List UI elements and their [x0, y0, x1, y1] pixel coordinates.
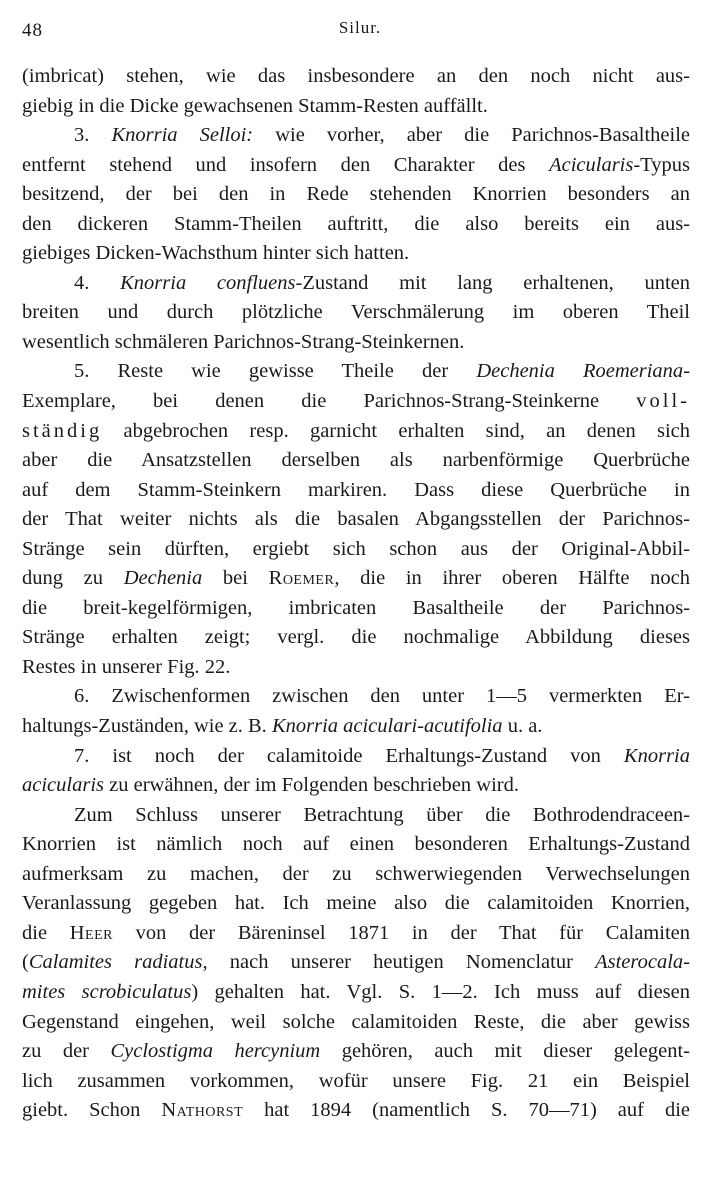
text-line — [22, 919, 690, 949]
text-line — [22, 476, 690, 506]
text-line — [22, 387, 690, 417]
text-run: von der Bäreninsel 1871 in der That für Calamiten — [112, 921, 690, 944]
text-run: auf dem Stamm-Steinkern markiren. Dass diese Querbrüche in — [22, 478, 690, 501]
text-run: entfernt stehend und insofern den Charakter des — [22, 153, 550, 176]
text-run: - — [683, 360, 691, 383]
text-run: , nach unserer heutigen Nomenclatur — [202, 951, 596, 974]
italic-text: Dechenia — [123, 567, 203, 590]
text-run: , die in ihrer oberen Hälfte noch — [334, 567, 691, 590]
text-run: bei — [202, 567, 269, 590]
italic-text: acicularis — [22, 774, 104, 797]
text-run: ) gehalten hat. Vgl. S. 1—2. Ich muss auf diesen — [191, 980, 690, 1003]
italic-text: Knorria aciculari-acutifolia — [271, 715, 503, 738]
text-run: dung zu — [22, 567, 124, 590]
text-line — [22, 357, 690, 387]
text-run: -Zustand mit lang erhaltenen, unten — [295, 271, 690, 294]
text-run: breiten und durch plötzliche Verschmälerung im oberen Theil — [22, 301, 690, 324]
text-line — [22, 151, 690, 181]
text-line — [22, 712, 690, 742]
text-line — [22, 298, 690, 328]
text-run: den dickeren Stamm-Theilen auftritt, die also bereits ein aus- — [22, 212, 690, 235]
italic-text: Knorria Selloi: — [111, 124, 254, 147]
text-run: wesentlich schmäleren Parichnos-Strang-Steinkernen. — [22, 330, 465, 353]
spaced-text: voll- — [636, 390, 690, 413]
text-line — [22, 771, 690, 801]
text-line — [22, 121, 690, 151]
text-run: gehören, auch mit dieser gelegent- — [320, 1040, 690, 1063]
text-run: Exemplare, bei denen die Parichnos-Strang-Steinkerne — [22, 390, 637, 413]
italic-text: Dechenia Roemeriana — [476, 360, 684, 383]
text-run: aufmerksam zu machen, der zu schwerwiegenden Verwechselungen — [22, 862, 690, 885]
text-run: 3. — [74, 124, 112, 147]
italic-text: Knorria — [623, 744, 690, 767]
text-line — [22, 62, 690, 92]
text-line — [22, 210, 690, 240]
text-line — [22, 1067, 690, 1097]
text-run: haltungs-Zuständen, wie z. B. — [22, 715, 272, 738]
text-line — [22, 682, 690, 712]
text-line — [22, 948, 690, 978]
text-line — [22, 417, 690, 447]
text-run: aber die Ansatzstellen derselben als narbenförmige Querbrüche — [22, 449, 690, 472]
text-line — [22, 535, 690, 565]
text-run: Veranlassung gegeben hat. Ich meine also die calamitoiden Knorrien, — [22, 892, 690, 915]
text-run: Restes in unserer Fig. 22. — [22, 655, 231, 678]
text-run: Stränge erhalten zeigt; vergl. die nochmalige Abbildung dieses — [22, 626, 690, 649]
author-name: Nathorst — [161, 1099, 244, 1122]
spaced-text: ständig — [22, 419, 103, 442]
text-run: die breit-kegelförmigen, imbricaten Basaltheile der Parichnos- — [22, 596, 690, 619]
text-line — [22, 801, 690, 831]
text-line — [22, 269, 690, 299]
author-name: Heer — [69, 921, 113, 944]
text-run: 7. ist noch der calamitoide Erhaltungs-Zustand von — [74, 744, 624, 767]
text-line — [22, 594, 690, 624]
text-line — [22, 92, 690, 122]
text-line — [22, 830, 690, 860]
text-run: Zum Schluss unserer Betrachtung über die Bothrodendraceen- — [74, 803, 690, 826]
text-line — [22, 889, 690, 919]
page-number: 48 — [22, 20, 43, 41]
text-run: die — [22, 921, 70, 944]
text-line — [22, 180, 690, 210]
text-line — [22, 742, 690, 772]
italic-text: Asterocala- — [595, 951, 690, 974]
text-run: zu erwähnen, der im Folgenden beschrieben wird. — [104, 774, 519, 797]
text-line — [22, 978, 690, 1008]
italic-text: mites scrobiculatus — [22, 980, 192, 1003]
text-line — [22, 239, 690, 269]
text-line — [22, 1008, 690, 1038]
text-line — [22, 860, 690, 890]
text-run: wie vorher, aber die Parichnos-Basaltheile — [253, 124, 690, 147]
text-run: zu der — [22, 1040, 111, 1063]
text-run: giebt. Schon — [22, 1099, 162, 1122]
text-run: 6. Zwischenformen zwischen den unter 1—5 vermerkten Er- — [74, 685, 690, 708]
italic-text: Calamites radiatus — [28, 951, 203, 974]
italic-text: Knorria confluens — [120, 271, 296, 294]
text-run: ( — [22, 951, 29, 974]
text-run: hat 1894 (namentlich S. 70—71) auf die — [243, 1099, 690, 1122]
text-line — [22, 564, 690, 594]
text-run: besitzend, der bei den in Rede stehenden Knorrien besonders an — [22, 183, 690, 206]
text-line — [22, 1096, 690, 1126]
text-line — [22, 328, 690, 358]
running-head: Silur. — [338, 18, 382, 37]
text-run: der That weiter nichts als die basalen Abgangsstellen der Parichnos- — [22, 508, 690, 531]
text-line — [22, 623, 690, 653]
body-text — [22, 62, 690, 1126]
text-line — [22, 446, 690, 476]
text-run: lich zusammen vorkommen, wofür unsere Fig. 21 ein Beispiel — [22, 1069, 690, 1092]
text-run: giebig in die Dicke gewachsenen Stamm-Resten auffällt. — [22, 94, 488, 117]
page-header — [22, 18, 698, 48]
text-line — [22, 653, 690, 683]
text-run: abgebrochen resp. garnicht erhalten sind, an denen sich — [102, 419, 690, 442]
text-run: giebiges Dicken-Wachsthum hinter sich hatten. — [22, 242, 410, 265]
text-run: Knorrien ist nämlich noch auf einen besonderen Erhaltungs-Zustand — [22, 833, 690, 856]
text-run: Stränge sein dürften, ergiebt sich schon aus der Original-Abbil- — [22, 537, 690, 560]
text-run: 4. — [74, 271, 121, 294]
text-run: -Typus — [633, 153, 690, 176]
italic-text: Cyclostigma hercynium — [110, 1040, 321, 1063]
author-name: Roemer — [268, 567, 335, 590]
text-run: u. a. — [502, 715, 543, 738]
text-run: 5. Reste wie gewisse Theile der — [74, 360, 477, 383]
italic-text: Acicularis — [549, 153, 634, 176]
text-run: Gegenstand eingehen, weil solche calamitoiden Reste, die aber gewiss — [22, 1010, 690, 1033]
text-line — [22, 505, 690, 535]
text-line — [22, 1037, 690, 1067]
text-run: (imbricat) stehen, wie das insbesondere an den noch nicht aus- — [22, 65, 690, 87]
